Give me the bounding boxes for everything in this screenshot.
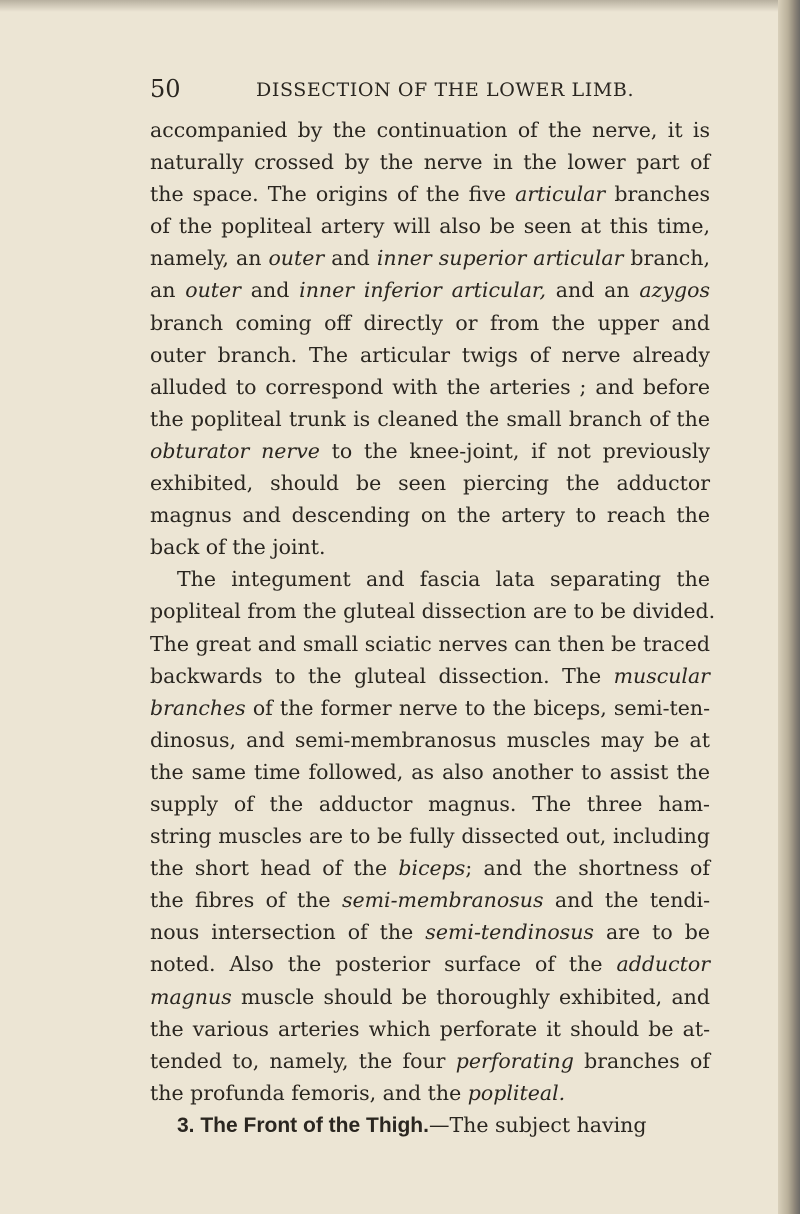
text-run: the popliteal trunk is cleaned the small branch of the (150, 406, 710, 431)
text-line (150, 1077, 710, 1109)
text-run: outer branch. The articular twigs of nerve already (150, 342, 710, 367)
text-line (150, 981, 710, 1013)
text-run: an (150, 278, 186, 303)
text-line (150, 146, 710, 178)
text-run: supply of the adductor magnus. The three ham- (150, 791, 710, 816)
text-run: of the popliteal artery will also be seen at this time, (150, 214, 710, 239)
text-run: and the tendi- (543, 888, 710, 913)
text-run: noted. Also the posterior surface of the (150, 952, 617, 977)
italic-term: inner inferior articular, (299, 278, 546, 303)
running-head: DISSECTION OF THE LOWER LIMB. (256, 79, 635, 101)
text-run: accompanied by the continuation of the nerve, it is (150, 118, 710, 142)
text-run: of the former nerve to the biceps, semi-ten- (245, 695, 710, 720)
italic-term: outer (268, 246, 325, 271)
italic-term: articular (515, 182, 606, 207)
text-run: branch coming off directly or from the upper and (150, 310, 710, 335)
text-line (150, 820, 710, 852)
italic-term: adductor (616, 952, 710, 977)
italic-term: muscular (613, 663, 710, 688)
italic-term: popliteal. (467, 1080, 566, 1105)
text-run: nous intersection of the (150, 920, 426, 945)
text-run: the space. The origins of the five (150, 182, 516, 207)
page-number: 50 (150, 75, 181, 103)
text-line (150, 435, 710, 467)
text-run: The great and small sciatic nerves can then be traced (150, 631, 710, 656)
text-run: the same time followed, as also another to assist the (150, 759, 710, 784)
text-line (150, 563, 710, 595)
text-run: dinosus, and semi-membranosus muscles may be at (150, 727, 710, 752)
text-line (150, 371, 710, 403)
text-line (150, 916, 710, 948)
text-run: tended to, namely, the four (150, 1048, 456, 1073)
text-line (150, 628, 710, 660)
italic-term: azygos (639, 278, 710, 303)
text-run: to the knee-joint, if not previously (319, 438, 710, 463)
text-line (150, 274, 710, 306)
text-run: branch, (623, 246, 710, 271)
text-line (150, 788, 710, 820)
text-line (150, 1013, 710, 1045)
body-text (150, 114, 716, 1141)
text-run: branches (605, 182, 711, 207)
text-line (150, 660, 710, 692)
text-run: the profunda femoris, and the (150, 1080, 468, 1105)
text-line (150, 756, 710, 788)
italic-term: outer (185, 278, 241, 303)
italic-term: branches (150, 695, 246, 720)
text-run: The integument and fascia lata separating the (177, 567, 710, 592)
text-line (150, 724, 710, 756)
text-line (150, 114, 710, 146)
text-run: and (240, 278, 300, 303)
text-line (150, 852, 710, 884)
page-top-shadow (0, 0, 800, 12)
text-run: naturally crossed by the nerve in the lower part of (150, 150, 710, 175)
text-line (150, 210, 710, 242)
text-line (150, 884, 710, 916)
text-run: exhibited, should be seen piercing the adductor (150, 471, 710, 496)
text-run: the various arteries which perforate it should be at- (150, 1016, 710, 1041)
text-run: branches of (573, 1048, 710, 1073)
italic-term: obturator nerve (150, 438, 320, 463)
text-line (150, 403, 710, 435)
text-line (150, 339, 710, 371)
text-line (150, 178, 710, 210)
text-run: the fibres of the (150, 888, 342, 913)
text-run: backwards to the gluteal dissection. The (150, 663, 614, 688)
text-run: muscle should be thoroughly exhibited, and (231, 984, 710, 1009)
text-line (150, 692, 710, 724)
italic-term: semi-membranosus (341, 888, 544, 913)
text-run: are to be (593, 920, 710, 945)
text-run: magnus and descending on the artery to reach the (150, 503, 710, 528)
text-run: string muscles are to be fully dissected out, including (150, 824, 710, 849)
text-line (150, 1045, 710, 1077)
page-header (150, 75, 750, 105)
italic-term: inner superior articular (376, 246, 624, 271)
text-run: —The subject having (428, 1112, 647, 1137)
text-run: namely, an (150, 246, 269, 271)
italic-term: biceps (398, 856, 466, 881)
text-run: alluded to correspond with the arteries ; and before (150, 374, 710, 399)
text-run: the short head of the (150, 856, 399, 881)
text-line (150, 531, 710, 563)
text-line (150, 499, 710, 531)
text-line (150, 595, 716, 627)
section-heading-line (150, 1109, 710, 1141)
text-line (150, 467, 710, 499)
text-run: and (324, 246, 377, 271)
text-line (150, 948, 710, 980)
italic-term: perforating (455, 1048, 574, 1073)
italic-term: magnus (150, 984, 232, 1009)
text-line (150, 307, 710, 339)
text-run: ; and the shortness of (465, 856, 710, 881)
text-line (150, 242, 710, 274)
italic-term: semi-tendinosus (425, 920, 594, 945)
section-heading: 3. The Front of the Thigh. (177, 1113, 429, 1137)
text-run: popliteal from the gluteal dissection are to be divided. (150, 599, 716, 624)
book-page-edge (778, 0, 800, 1214)
text-run: back of the joint. (150, 535, 326, 560)
text-run: and an (545, 278, 640, 303)
